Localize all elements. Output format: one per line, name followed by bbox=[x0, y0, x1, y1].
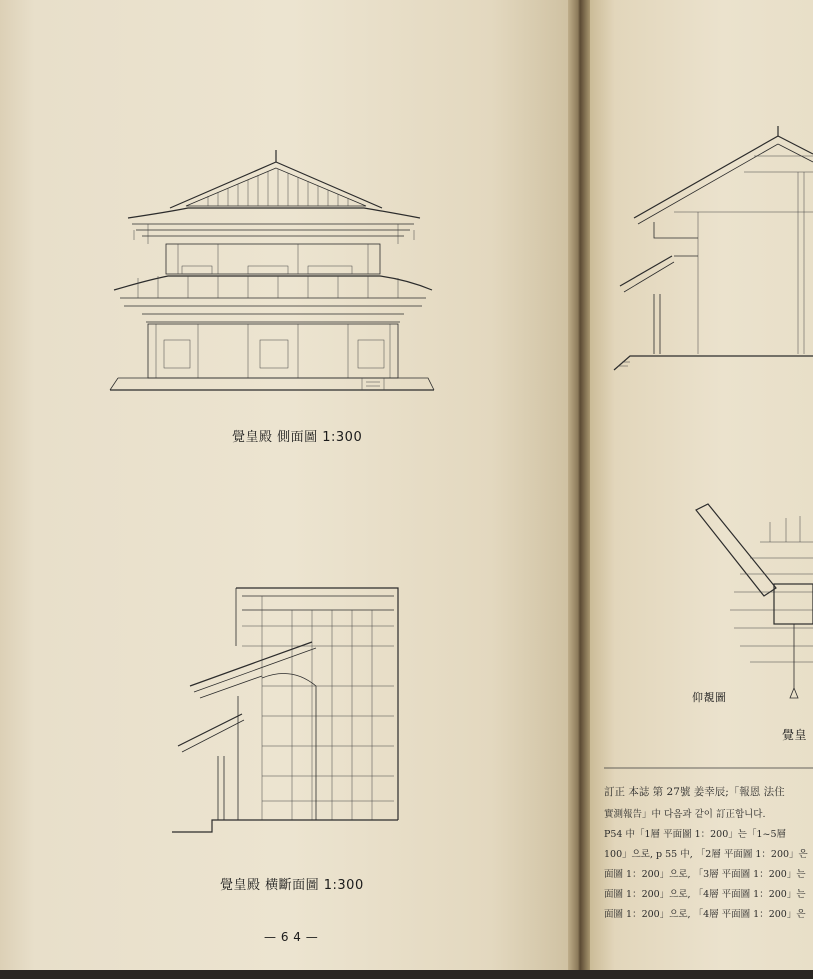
reflected-plan-label: 仰覩圖 bbox=[692, 691, 727, 704]
reflected-plan-drawing bbox=[690, 502, 813, 712]
errata-rule bbox=[604, 766, 813, 770]
side-elevation-caption: 覺皇殿 側面圖 1:300 bbox=[232, 430, 363, 445]
book-gutter bbox=[568, 0, 590, 970]
right-page-title-fragment: 覺皇 bbox=[782, 728, 808, 742]
cross-section-caption: 覺皇殿 横斷面圖 1:300 bbox=[220, 878, 364, 893]
errata-line: 實測報告」中 다음과 같이 訂正합니다. bbox=[604, 809, 766, 820]
right-section-drawing bbox=[614, 126, 813, 376]
errata-line: 面圖 1：200」으로, 「3層 平面圖 1：200」는 bbox=[604, 869, 806, 880]
errata-line: 面圖 1：200」으로, 「4層 平面圖 1：200」은 bbox=[604, 909, 806, 920]
errata-line: P54 中「1層 平面圖 1：200」는「1~5層 bbox=[604, 829, 786, 840]
page-number: — 6 4 — bbox=[264, 930, 319, 944]
cross-section-drawing bbox=[172, 586, 400, 836]
errata-line: 100」으로, p 55 中, 「2層 平面圖 1：200」은 bbox=[604, 849, 808, 860]
errata-line: 訂正 本誌 第 27號 姜幸辰;「報恩 法住 bbox=[604, 786, 785, 798]
side-elevation-drawing bbox=[108, 148, 438, 393]
errata-line: 面圖 1：200」으로, 「4層 平面圖 1：200」는 bbox=[604, 889, 806, 900]
